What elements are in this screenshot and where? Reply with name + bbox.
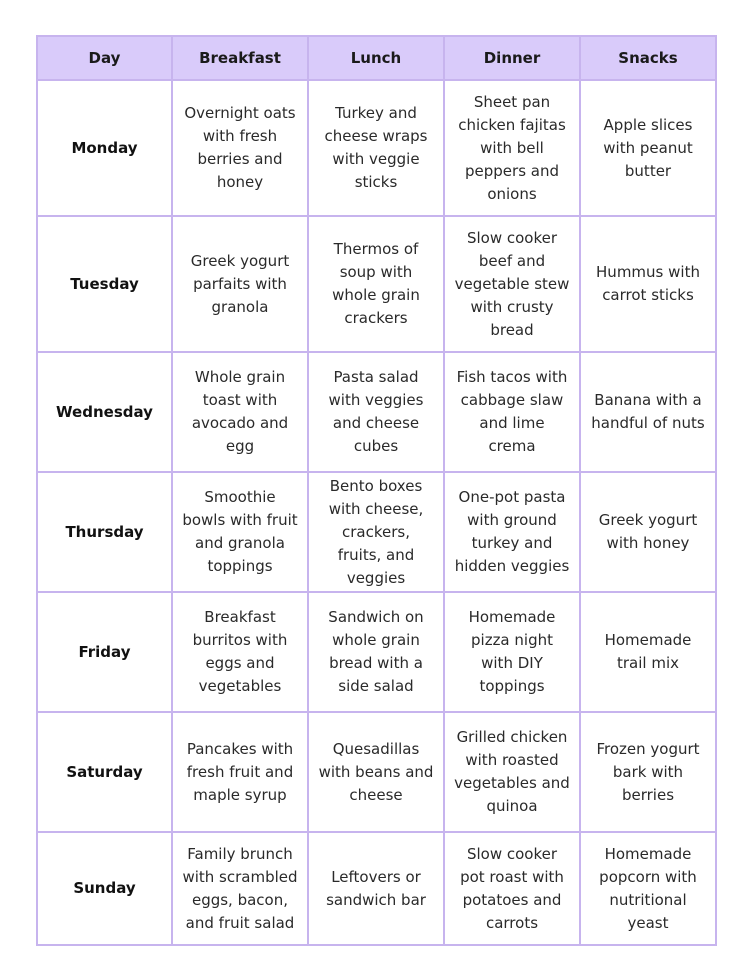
dinner-cell: Grilled chicken with roasted vegetables and quinoa: [444, 712, 580, 832]
snacks-cell: Homemade trail mix: [580, 592, 716, 712]
snacks-cell: Homemade popcorn with nutritional yeast: [580, 832, 716, 945]
table-row: [37, 592, 716, 712]
breakfast-cell: Breakfast burritos with eggs and vegetables: [172, 592, 308, 712]
meal-plan-table: [36, 35, 717, 946]
breakfast-cell: Pancakes with fresh fruit and maple syrup: [172, 712, 308, 832]
snacks-cell: Frozen yogurt bark with berries: [580, 712, 716, 832]
header-breakfast: Breakfast: [172, 36, 308, 80]
day-cell: Sunday: [37, 832, 172, 945]
header-lunch: Lunch: [308, 36, 444, 80]
dinner-cell: Homemade pizza night with DIY toppings: [444, 592, 580, 712]
table-row: [37, 80, 716, 216]
snacks-cell: Hummus with carrot sticks: [580, 216, 716, 352]
table-row: [37, 472, 716, 592]
table-header: [37, 36, 716, 80]
snacks-cell: Banana with a handful of nuts: [580, 352, 716, 472]
breakfast-cell: Greek yogurt parfaits with granola: [172, 216, 308, 352]
day-cell: Tuesday: [37, 216, 172, 352]
header-snacks: Snacks: [580, 36, 716, 80]
snacks-cell: Greek yogurt with honey: [580, 472, 716, 592]
lunch-cell: Pasta salad with veggies and cheese cubes: [308, 352, 444, 472]
breakfast-cell: Whole grain toast with avocado and egg: [172, 352, 308, 472]
dinner-cell: Slow cooker pot roast with potatoes and carrots: [444, 832, 580, 945]
day-cell: Monday: [37, 80, 172, 216]
day-cell: Friday: [37, 592, 172, 712]
lunch-cell: Bento boxes with cheese, crackers, fruits, and veggies: [308, 472, 444, 592]
header-dinner: Dinner: [444, 36, 580, 80]
header-row: [37, 36, 716, 80]
snacks-cell: Apple slices with peanut butter: [580, 80, 716, 216]
breakfast-cell: Smoothie bowls with fruit and granola toppings: [172, 472, 308, 592]
table-body: [37, 80, 716, 945]
dinner-cell: Sheet pan chicken fajitas with bell peppers and onions: [444, 80, 580, 216]
lunch-cell: Turkey and cheese wraps with veggie sticks: [308, 80, 444, 216]
dinner-cell: Fish tacos with cabbage slaw and lime crema: [444, 352, 580, 472]
header-day: Day: [37, 36, 172, 80]
table-row: [37, 216, 716, 352]
table-row: [37, 832, 716, 945]
breakfast-cell: Family brunch with scrambled eggs, bacon, and fruit salad: [172, 832, 308, 945]
day-cell: Wednesday: [37, 352, 172, 472]
lunch-cell: Leftovers or sandwich bar: [308, 832, 444, 945]
lunch-cell: Quesadillas with beans and cheese: [308, 712, 444, 832]
table-row: [37, 712, 716, 832]
day-cell: Thursday: [37, 472, 172, 592]
dinner-cell: One-pot pasta with ground turkey and hidden veggies: [444, 472, 580, 592]
dinner-cell: Slow cooker beef and vegetable stew with crusty bread: [444, 216, 580, 352]
day-cell: Saturday: [37, 712, 172, 832]
breakfast-cell: Overnight oats with fresh berries and honey: [172, 80, 308, 216]
table-row: [37, 352, 716, 472]
lunch-cell: Thermos of soup with whole grain crackers: [308, 216, 444, 352]
lunch-cell: Sandwich on whole grain bread with a side salad: [308, 592, 444, 712]
